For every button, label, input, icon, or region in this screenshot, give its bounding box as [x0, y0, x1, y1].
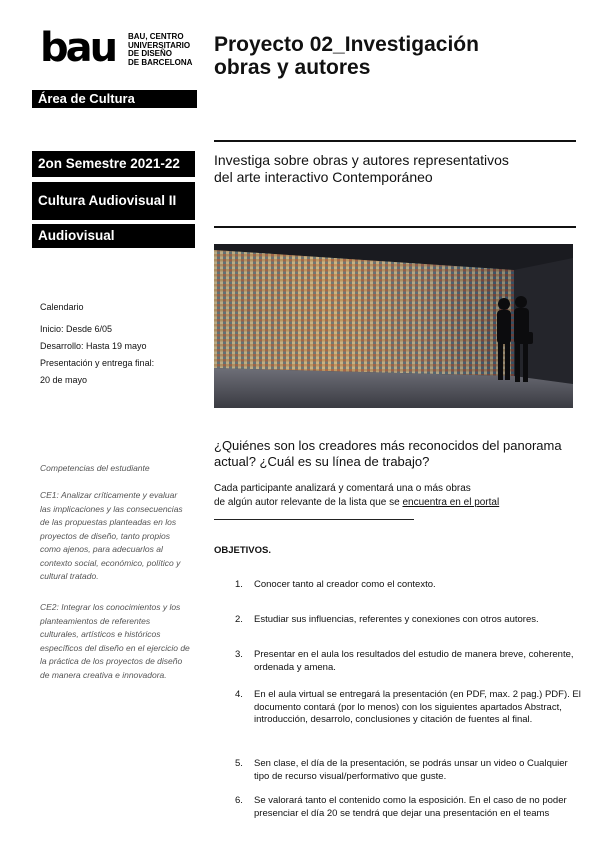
- objetivo-number: 2.: [235, 614, 243, 625]
- title-line-1: Proyecto 02_Investigación: [214, 33, 479, 56]
- calendario-desarrollo: Desarrollo: Hasta 19 mayo: [40, 341, 147, 351]
- logo-mark: bau: [40, 25, 116, 71]
- video-wall-image: [214, 244, 573, 408]
- divider-short: [214, 519, 414, 520]
- logo-line-1: BAU, CENTRO: [128, 32, 184, 41]
- divider-top: [214, 140, 576, 142]
- objetivo-text: Estudiar sus influencias, referentes y conexiones con otros autores.: [254, 614, 539, 625]
- intro-text: Investiga sobre obras y autores representativos del arte interactivo Contemporáneo: [214, 152, 509, 185]
- cada-line-2: [214, 496, 574, 510]
- objetivo-item: [236, 795, 581, 820]
- logo-line-4: DE BARCELONA: [128, 57, 193, 67]
- competencia-ce2: CE2: Integrar los conocimientos y los planteamientos de referentes culturales, artísticos e históricos específicos del diseño en el ejercicio de la práctica de los proyectos de diseño de manera creativa e innovadora.: [40, 602, 190, 680]
- area-label: Área de Cultura: [32, 90, 197, 108]
- logo-text: [128, 33, 192, 67]
- objetivo-item: [236, 649, 581, 674]
- calendario-heading: Calendario: [40, 302, 84, 312]
- objetivo-number: 3.: [235, 649, 243, 660]
- competencias-heading: Competencias del estudiante: [40, 463, 150, 473]
- objetivo-text: Se valorará tanto el contenido como la esposición. En el caso de no poder presenciar el día 20 se tendrá que dejar una presentación en el teams: [254, 795, 567, 819]
- cada-participante-text: [214, 482, 574, 510]
- objetivo-text: Presentar en el aula los resultados del estudio de manera breve, coherente, ordenada y amena.: [254, 649, 574, 673]
- objetivo-text: Sen clase, el día de la presentación, se podrás unsar un video o Cualquier tipo de recurso visual/performativo que guste.: [254, 758, 568, 782]
- objetivo-number: 6.: [235, 795, 243, 806]
- page-title: [214, 33, 574, 79]
- objetivos-heading: OBJETIVOS.: [214, 545, 272, 556]
- objetivo-text: En el aula virtual se entregará la presentación (en PDF, max. 2 pag.) PDF). El documento contará (por lo menos) con los siguientes apartados Abstract, introducción, desarrolo, conclusiones y citación de fuentes al final.: [254, 689, 581, 725]
- competencia-ce1: CE1: Analizar críticamente y evaluar las implicaciones y las consecuencias de las propuestas planteadas en los proyectos de diseño, tanto propios como ajenos, para adecuarlos al contexto social, económico, político y cultural tratado.: [40, 490, 183, 581]
- ambito-label: Audiovisual: [32, 224, 195, 248]
- objetivo-item: [236, 614, 581, 627]
- divider-mid: [214, 226, 576, 228]
- objetivo-item: [236, 758, 581, 783]
- title-line-2: obras y autores: [214, 56, 371, 79]
- objetivo-number: 1.: [235, 579, 243, 590]
- objetivo-item: [236, 689, 581, 727]
- question-text: ¿Quiénes son los creadores más reconocidos del panorama actual? ¿Cuál es su línea de trabajo?: [214, 438, 562, 469]
- cada-line-1: Cada participante analizará y comentará una o más obras: [214, 483, 471, 494]
- calendario-fecha-final: 20 de mayo: [40, 375, 88, 385]
- installation-photo: [214, 244, 573, 408]
- objetivo-item: [236, 579, 581, 592]
- cada-line-2-text: de algún autor relevante de la lista que se: [214, 497, 403, 508]
- objetivo-number: 5.: [235, 758, 243, 769]
- calendario-inicio: Inicio: Desde 6/05: [40, 324, 113, 334]
- logo-line-2: UNIVERSITARIO: [128, 40, 191, 50]
- asignatura-label: Cultura Audiovisual II: [32, 182, 195, 220]
- logo-line-3: DE DISEÑO: [128, 49, 173, 58]
- objetivo-number: 4.: [235, 689, 243, 700]
- objetivo-text: Conocer tanto al creador como el contexto.: [254, 579, 436, 590]
- portal-link[interactable]: encuentra en el portal: [402, 497, 500, 508]
- calendario-presentacion: Presentación y entrega final:: [40, 358, 155, 368]
- semestre-label: 2on Semestre 2021-22: [32, 151, 195, 177]
